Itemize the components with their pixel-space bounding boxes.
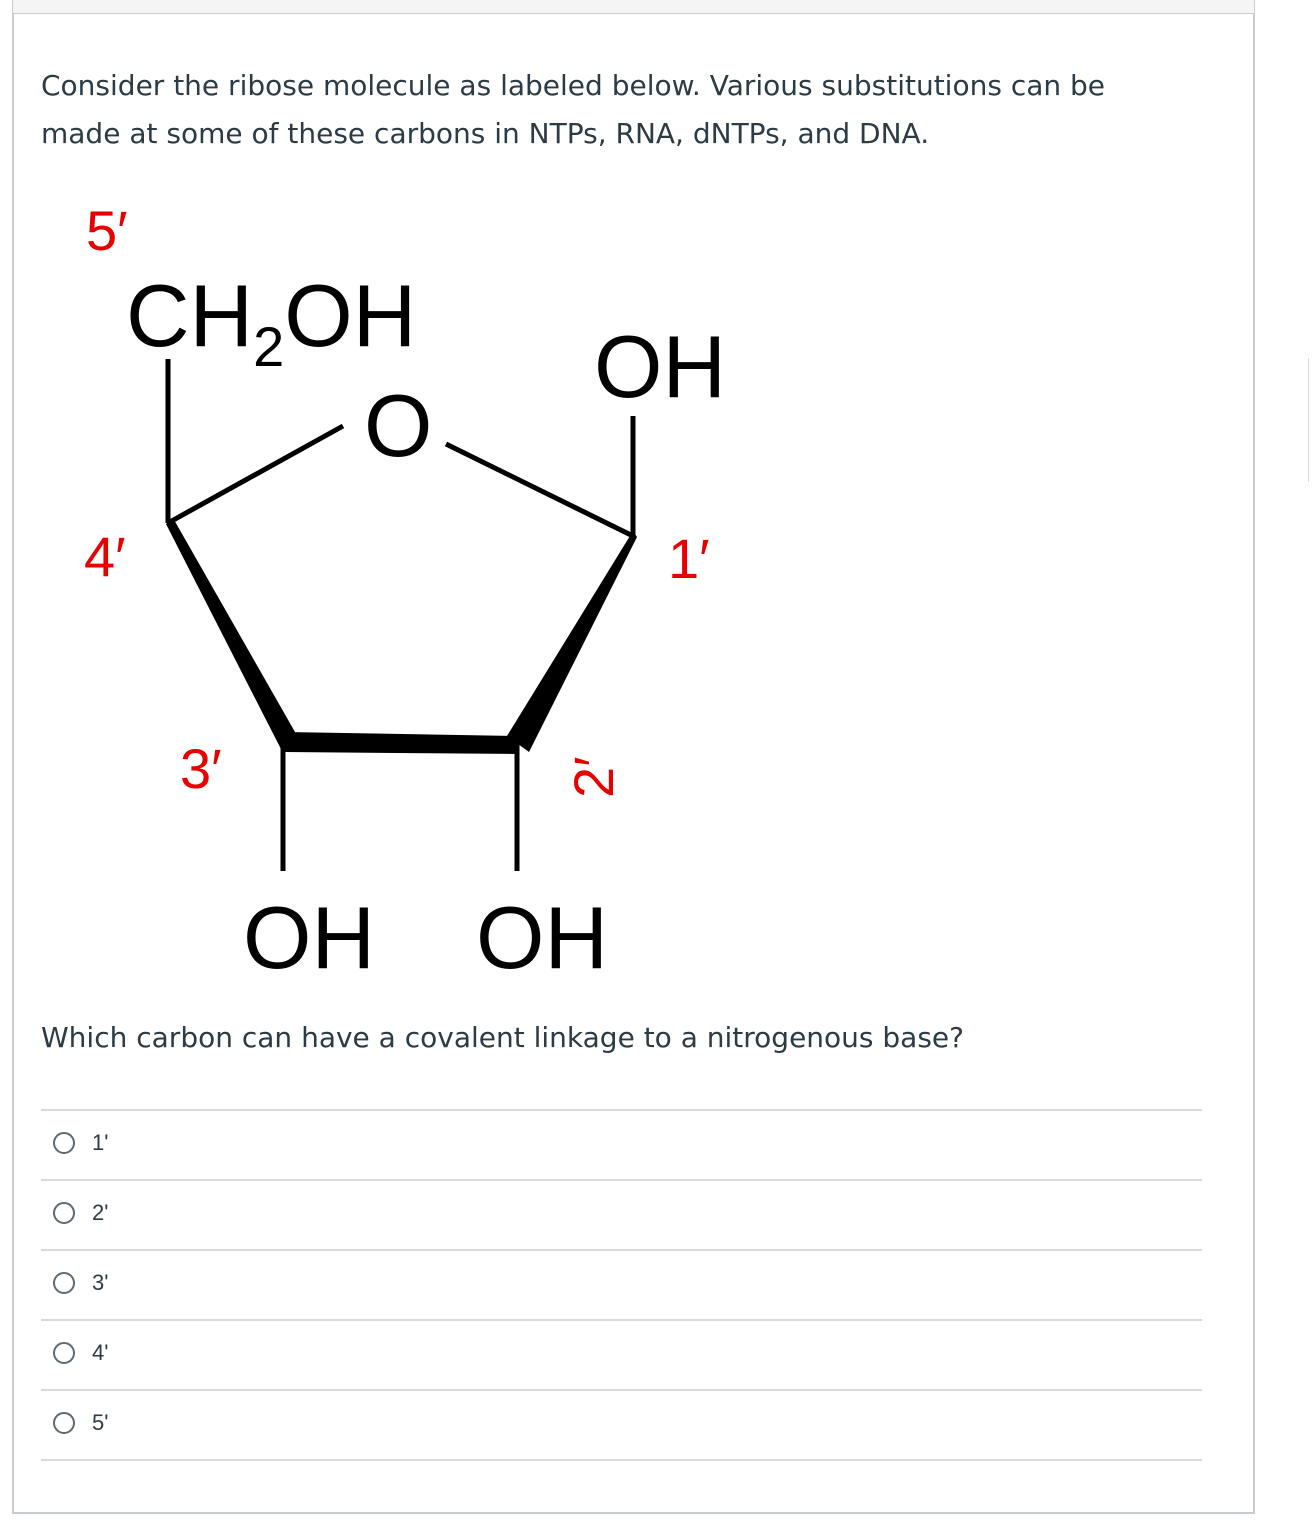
ribose-diagram [58, 186, 778, 986]
wedge-bond-c1-c2 [507, 531, 637, 752]
question-prompt: Which carbon can have a covalent linkage to a nitrogenous base? [41, 1021, 965, 1054]
bond-c4-o [168, 426, 343, 523]
answer-list [41, 1109, 1202, 1461]
carbon-label-5: 5′ [86, 199, 128, 262]
answer-option-5[interactable] [41, 1391, 1202, 1461]
answer-option-1[interactable] [41, 1111, 1202, 1181]
carbon-label-4: 4′ [84, 525, 126, 588]
answer-label: 2' [92, 1200, 109, 1225]
scrollbar-edge [1308, 358, 1309, 482]
radio-button[interactable] [53, 1272, 75, 1294]
answer-option-3[interactable] [41, 1251, 1202, 1321]
ch2oh-tail-text: OH [284, 266, 417, 365]
radio-button[interactable] [53, 1342, 75, 1364]
radio-button[interactable] [53, 1202, 75, 1224]
carbon-label-3: 3′ [180, 737, 222, 800]
ring-oxygen: O [364, 376, 433, 475]
previous-card-edge [12, 0, 1255, 14]
ch2oh-main-text: CH [126, 266, 254, 365]
answer-label: 1' [92, 1130, 109, 1155]
hydroxyl-c2: OH [476, 888, 608, 986]
radio-button[interactable] [53, 1132, 75, 1154]
hydroxyl-c3: OH [243, 888, 375, 986]
answer-option-4[interactable] [41, 1321, 1202, 1391]
carbon-label-1: 1′ [668, 527, 710, 590]
ch2oh-group [126, 266, 416, 378]
wedge-bond-c4-c3 [166, 518, 295, 753]
answer-label: 5' [92, 1410, 109, 1435]
question-intro: Consider the ribose molecule as labeled below. Various substitutions can be made at some of these carbons in NTPs, RNA, dNTPs, and DNA. [41, 69, 1106, 150]
answer-label: 3' [92, 1270, 109, 1295]
hydroxyl-c1: OH [594, 317, 726, 416]
carbon-label-2: 2′ [562, 756, 625, 798]
answer-label: 4' [92, 1340, 109, 1365]
bond-o-c1 [446, 444, 633, 536]
bold-bond-c3-c2 [285, 732, 517, 754]
answer-option-2[interactable] [41, 1181, 1202, 1251]
radio-button[interactable] [53, 1412, 75, 1434]
ch2oh-subscript: 2 [253, 315, 285, 378]
